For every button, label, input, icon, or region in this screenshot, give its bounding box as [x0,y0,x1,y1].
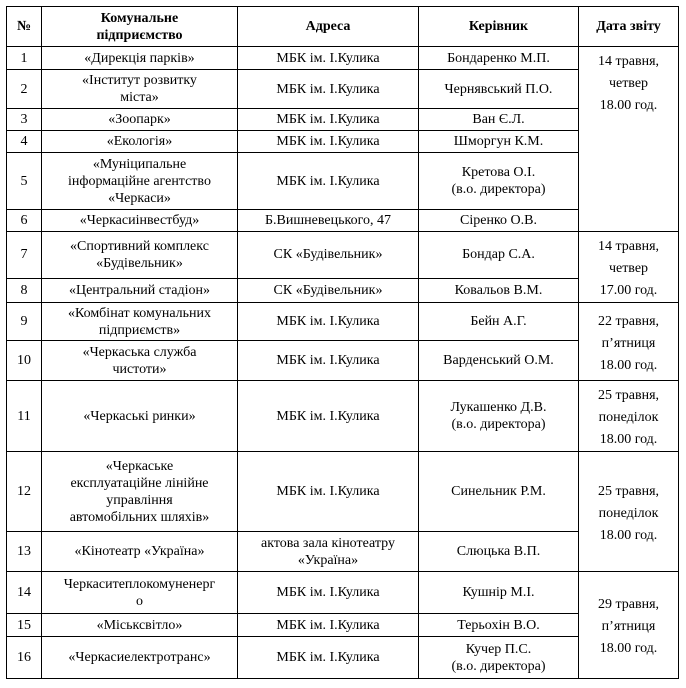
address-cell-line: МБК ім. І.Кулика [276,81,380,97]
company-cell [42,278,238,302]
company-cell [42,532,238,572]
head-cell [419,70,579,109]
address-cell [238,109,419,131]
head-cell-line: Ван Є.Л. [472,112,525,127]
row-number: 6 [7,210,42,232]
report-date-line: 14 травня, [597,54,660,69]
report-date-line: 22 травня, [597,313,660,329]
company-cell-line: «Екологія» [106,134,173,149]
row-number: 9 [7,303,42,341]
address-cell-line: МБК ім. І.Кулика [276,650,380,665]
table-row [7,278,679,302]
address-cell [238,381,419,452]
report-schedule-table [6,6,679,679]
row-number: 11 [7,381,42,452]
head-cell-line: Лукашенко Д.В. [450,400,547,415]
head-cell [419,637,579,679]
company-cell-line: інформаційне агентство [68,173,211,189]
head-cell-line: Кушнір М.І. [462,585,535,600]
address-cell-line: «Україна» [297,552,359,568]
company-cell-line: о [136,593,143,609]
company-cell [42,153,238,210]
company-cell [42,210,238,232]
company-cell [42,47,238,70]
company-cell-line: «Кінотеатр «Україна» [74,544,205,559]
table-row [7,70,679,109]
row-number: 10 [7,341,42,381]
company-cell-line: «Центральний стадіон» [68,282,210,298]
report-date-line: 18.00 год. [599,98,658,113]
head-cell-line: Синельник Р.М. [451,484,546,499]
report-date-line: четвер [608,76,649,91]
report-date-line: п’ятниця [601,335,656,351]
report-date-cell [579,381,679,452]
table-row [7,614,679,637]
company-cell-line: автомобільних шляхів» [69,509,210,525]
company-cell-line: «Інститут розвитку [82,73,197,88]
company-cell [42,614,238,637]
company-cell-line: «Міськсвітло» [96,617,183,633]
address-cell-line: МБК ім. І.Кулика [276,408,380,424]
header-date: Дата звіту [579,7,679,47]
head-cell [419,381,579,452]
company-cell-line: «Черкаська служба [82,344,197,360]
address-cell [238,532,419,572]
address-cell-line: МБК ім. І.Кулика [276,353,380,368]
head-cell-line: Сіренко О.В. [460,213,537,228]
report-date-line: 17.00 год. [599,283,658,298]
head-cell [419,232,579,279]
report-date-cell [579,303,679,381]
head-cell [419,614,579,637]
company-cell [42,232,238,279]
head-cell [419,532,579,572]
head-cell [419,452,579,532]
report-date-line: 25 травня, [597,388,660,403]
company-cell-line: «Дирекція парків» [84,50,195,66]
head-cell-line: Слюцька В.П. [456,544,541,559]
head-cell [419,341,579,381]
head-cell-line: Кучер П.С. [465,641,532,657]
header-company [42,7,238,47]
company-cell-line: «Черкаси» [108,190,171,206]
row-number: 5 [7,153,42,210]
company-cell-line: «Комбінат комунальних [67,305,212,321]
header-number: № [7,7,42,47]
company-cell-line: експлуатаційне лінійне [70,475,209,491]
report-date-line: 18.00 год. [599,641,658,656]
head-cell-line: (в.о. директора) [451,658,546,674]
head-cell-line: Бейн А.Г. [470,314,527,329]
address-cell-line: МБК ім. І.Кулика [276,585,380,600]
address-cell-line: МБК ім. І.Кулика [276,134,380,149]
row-number: 4 [7,131,42,153]
head-cell [419,210,579,232]
header-row [7,7,679,47]
company-cell-line: «Зоопарк» [108,112,171,127]
table-row [7,452,679,532]
header-address: Адреса [238,7,419,47]
table-row [7,109,679,131]
head-cell-line: Варденський О.М. [443,353,554,368]
row-number: 2 [7,70,42,109]
address-cell-line: МБК ім. І.Кулика [276,173,380,189]
address-cell [238,341,419,381]
address-cell-line: Б.Вишневецького, 47 [265,213,391,228]
address-cell-line: СК «Будівельник» [273,282,383,298]
table-row [7,153,679,210]
address-cell [238,452,419,532]
table-row [7,532,679,572]
address-cell [238,153,419,210]
address-cell [238,210,419,232]
company-cell-line: Черкаситеплокомуненерг [63,576,216,592]
report-date-line: 18.00 год. [599,527,658,543]
head-cell-line: Бондаренко М.П. [447,50,550,66]
head-cell-line: Кретова О.І. [461,165,536,180]
report-date-line: 29 травня, [597,597,660,612]
head-cell [419,303,579,341]
address-cell-line: актова зала кінотеатру [261,535,395,551]
company-cell [42,109,238,131]
table-row [7,47,679,70]
table-body [7,47,679,679]
head-cell-line: (в.о. директора) [451,417,546,432]
head-cell [419,153,579,210]
report-date-cell [579,452,679,572]
table-row [7,341,679,381]
report-date-line: понеділок [598,410,659,425]
company-cell [42,637,238,679]
table-row [7,303,679,341]
report-date-cell [579,47,679,232]
table-row [7,381,679,452]
address-cell [238,303,419,341]
company-cell [42,572,238,614]
company-cell-line: «Будівельник» [96,255,183,271]
company-cell-line: чистоти» [112,361,167,377]
report-date-line: четвер [608,261,649,276]
row-number: 1 [7,47,42,70]
row-number: 16 [7,637,42,679]
address-cell [238,47,419,70]
head-cell-line: Бондар С.А. [462,247,535,263]
report-date-cell [579,232,679,303]
report-date-line: 18.00 год. [599,432,658,447]
header-company-line: підприємство [96,27,183,43]
address-cell-line: МБК ім. І.Кулика [276,484,380,499]
company-cell-line: «Черкасиелектротранс» [68,650,211,665]
head-cell-line: (в.о. директора) [451,182,546,197]
company-cell-line: «Муніципальне [92,156,187,172]
row-number: 12 [7,452,42,532]
company-cell-line: міста» [120,90,159,105]
address-cell-line: МБК ім. І.Кулика [276,314,380,329]
address-cell-line: МБК ім. І.Кулика [276,50,380,66]
header-head: Керівник [419,7,579,47]
report-date-line: п’ятниця [601,619,656,634]
head-cell [419,278,579,302]
row-number: 13 [7,532,42,572]
company-cell [42,70,238,109]
company-cell [42,381,238,452]
row-number: 15 [7,614,42,637]
address-cell [238,232,419,279]
company-cell [42,131,238,153]
row-number: 14 [7,572,42,614]
table-row [7,210,679,232]
head-cell [419,47,579,70]
head-cell-line: Шморгун К.М. [453,134,544,149]
head-cell [419,109,579,131]
company-cell-line: підприємств» [98,322,181,338]
address-cell [238,614,419,637]
address-cell [238,131,419,153]
table-row [7,637,679,679]
company-cell-line: «Черкасиінвестбуд» [79,213,200,228]
head-cell [419,131,579,153]
company-cell-line: «Спортивний комплекс [70,238,209,254]
address-cell [238,572,419,614]
address-cell [238,70,419,109]
head-cell-line: Ковальов В.М. [454,282,543,298]
address-cell-line: СК «Будівельник» [273,247,383,263]
table-row [7,572,679,614]
company-cell-line: «Черкаські ринки» [83,408,196,424]
report-date-line: 25 травня, [597,483,660,499]
row-number: 8 [7,278,42,302]
head-cell-line: Терьохін В.О. [457,617,540,633]
report-date-line: 14 травня, [597,239,660,254]
row-number: 3 [7,109,42,131]
report-date-line: понеділок [598,505,659,521]
address-cell-line: МБК ім. І.Кулика [276,112,380,127]
head-cell [419,572,579,614]
header-company-line: Комунальне [100,10,179,26]
row-number: 7 [7,232,42,279]
head-cell-line: Чернявський П.О. [444,81,553,97]
address-cell-line: МБК ім. І.Кулика [276,617,380,633]
company-cell [42,452,238,532]
report-date-line: 18.00 год. [599,357,658,373]
table-row [7,131,679,153]
table-row [7,232,679,279]
address-cell [238,278,419,302]
company-cell-line: управління [106,492,173,508]
company-cell [42,341,238,381]
company-cell-line: «Черкаське [105,458,174,474]
report-schedule-document [6,6,679,679]
address-cell [238,637,419,679]
report-date-cell [579,572,679,679]
company-cell [42,303,238,341]
